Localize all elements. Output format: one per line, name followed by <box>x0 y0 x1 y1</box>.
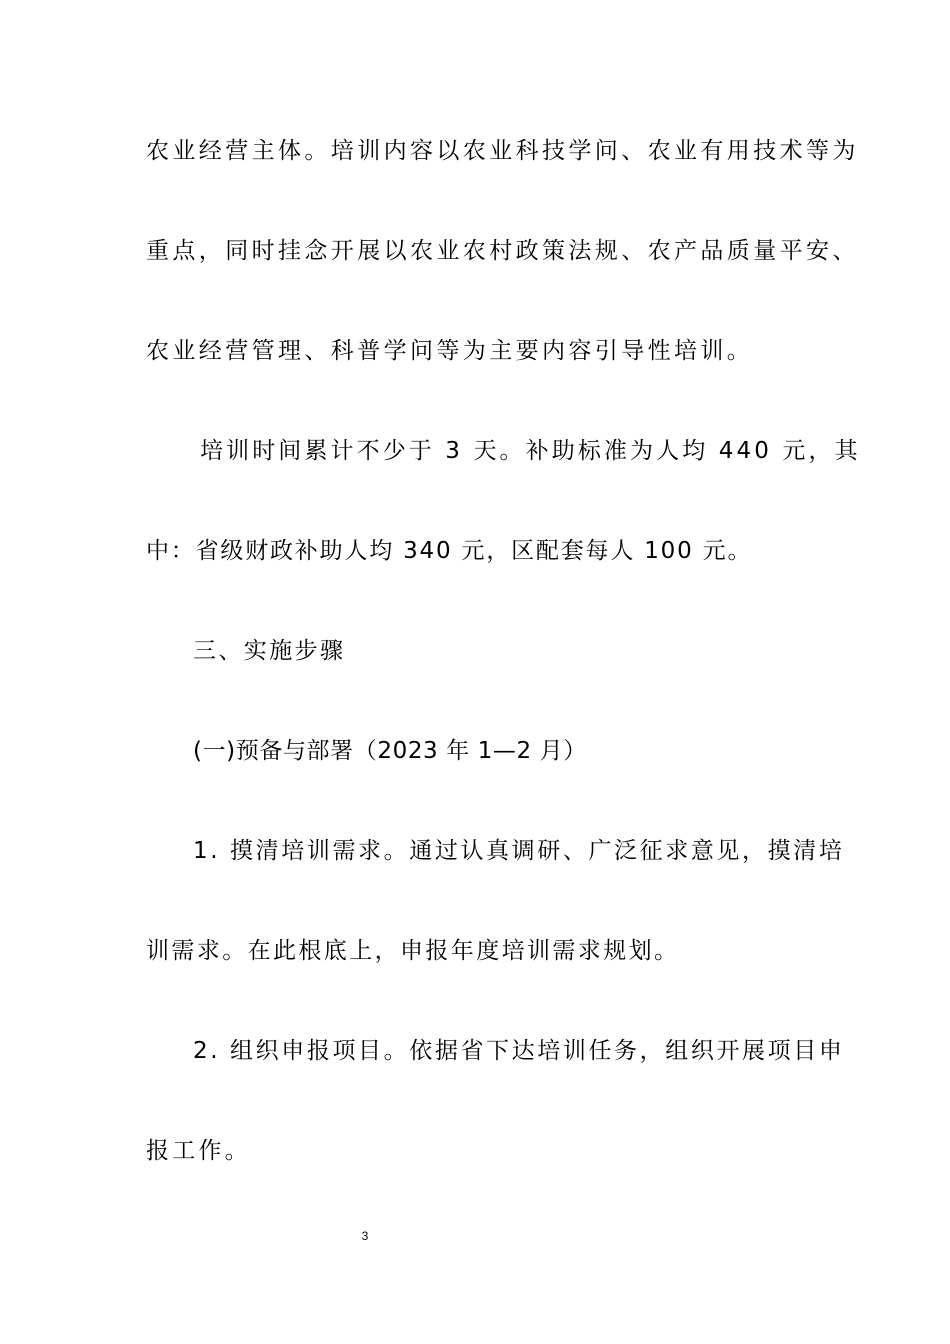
body-text-line: 中：省级财政补助人均 340 元，区配套每人 100 元。 <box>146 538 753 564</box>
subsection-heading: (一)预备与部署（2023 年 1—2 月） <box>193 738 587 764</box>
body-text-line: 培训时间累计不少于 3 天。补助标准为人均 440 元，其 <box>200 438 861 464</box>
list-item-text: 1. 摸清培训需求。通过认真调研、广泛征求意见，摸清培 <box>193 838 845 864</box>
body-text-line: 农业经营主体。培训内容以农业科技学问、农业有用技术等为 <box>146 138 859 164</box>
body-text-line: 农业经营管理、科普学问等为主要内容引导性培训。 <box>146 338 754 364</box>
list-item-text: 报工作。 <box>146 1138 251 1164</box>
section-heading: 三、实施步骤 <box>193 638 346 664</box>
list-item-text: 训需求。在此根底上，申报年度培训需求规划。 <box>146 938 680 964</box>
body-text-line: 重点，同时挂念开展以农业农村政策法规、农产品质量平安、 <box>146 238 859 264</box>
page-number: 3 <box>361 1229 369 1243</box>
list-item-text: 2. 组织申报项目。依据省下达培训任务，组织开展项目申 <box>193 1038 845 1064</box>
